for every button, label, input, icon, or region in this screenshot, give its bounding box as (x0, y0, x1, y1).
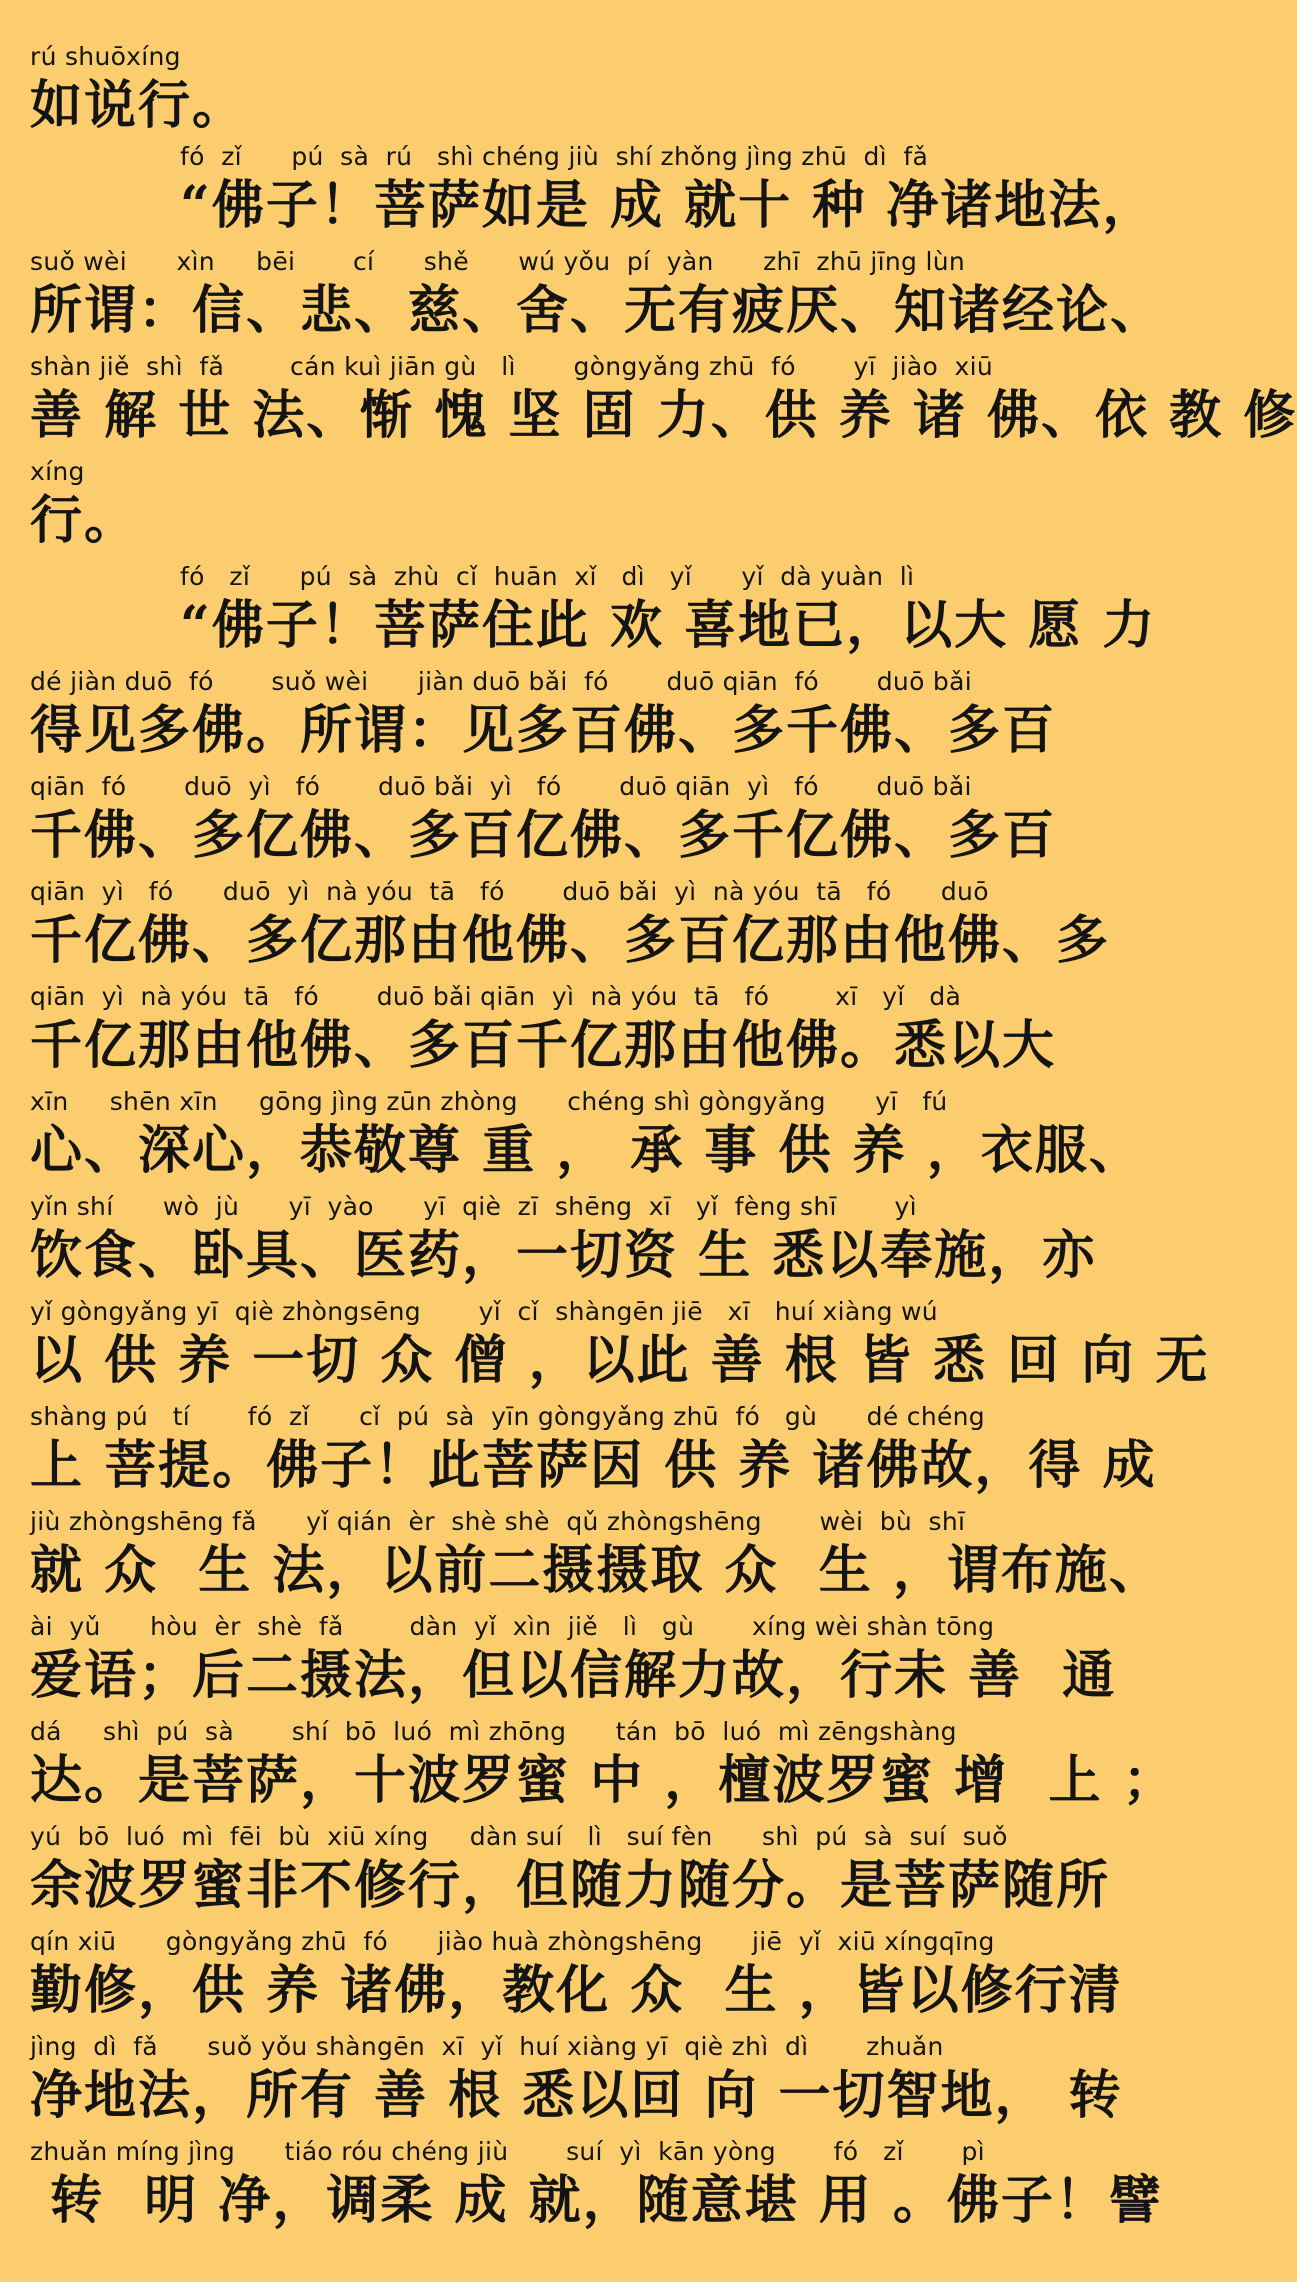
text-line (30, 245, 1165, 350)
text-line (30, 1820, 1111, 1925)
chinese-text: 饮食、卧具、医药，一切资 生 悉以奉施，亦 (30, 1225, 1097, 1286)
text-line (30, 140, 1157, 245)
chinese-text: 千亿佛、多亿那由他佛、多百亿那由他佛、多 (30, 910, 1111, 971)
chinese-text: 善 解 世 法、惭 愧 坚 固 力、供 养 诸 佛、依 教 修 (30, 385, 1297, 446)
chinese-text: 行。 (30, 490, 139, 551)
pinyin-annotation: qiān yì nà yóu tā fó duō bǎi qiān yì nà yóu tā fó xī yǐ dà (30, 982, 962, 1011)
pinyin-annotation: suǒ wèi xìn bēi cí shě wú yǒu pí yàn zhī zhū jīng lùn (30, 247, 965, 276)
chinese-text: 勤修，供 养 诸佛，教化 众 生 ，皆以修行清 (30, 1960, 1123, 2021)
pinyin-annotation: dé jiàn duō fó suǒ wèi jiàn duō bǎi fó duō qiān fó duō bǎi (30, 667, 972, 696)
pinyin-annotation: yǐ gòngyǎng yī qiè zhòngsēng yǐ cǐ shàngēn jiē xī huí xiàng wú (30, 1297, 938, 1326)
text-line (30, 2030, 1123, 2135)
text-line (30, 875, 1111, 980)
chinese-text: 千亿那由他佛、多百千亿那由他佛。悉以大 (30, 1015, 1057, 1076)
pinyin-annotation: fó zǐ pú sà rú shì chéng jiù shí zhǒng jìng zhū dì fǎ (180, 142, 929, 171)
text-line (30, 1715, 1177, 1820)
text-line (30, 1925, 1123, 2030)
chinese-text: 如说行。 (30, 75, 247, 136)
chinese-text: 以 供 养 一切 众 僧 ，以此 善 根 皆 悉 回 向 无 (30, 1330, 1210, 1391)
pinyin-annotation: shàn jiě shì fǎ cán kuì jiān gù lì gòngyǎng zhū fó yī jiào xiū (30, 352, 994, 381)
text-line (30, 770, 1057, 875)
pinyin-annotation: shàng pú tí fó zǐ cǐ pú sà yīn gòngyǎng zhū fó gù dé chéng (30, 1402, 985, 1431)
pinyin-annotation: zhuǎn míng jìng tiáo róu chéng jiù suí yì kān yòng fó zǐ pì (30, 2137, 985, 2166)
chinese-text: 得见多佛。所谓：见多百佛、多千佛、多百 (30, 700, 1057, 761)
text-line (30, 1190, 1097, 1295)
text-line (30, 1400, 1157, 1505)
text-line (30, 350, 1297, 455)
chinese-text: “佛子！菩萨住此 欢 喜地已，以大 愿 力 (180, 595, 1157, 656)
chinese-text: 转 明 净，调柔 成 就，随意堪 用 。佛子！譬 (30, 2170, 1163, 2231)
chinese-text: 就 众 生 法，以前二摄摄取 众 生 ，谓布施、 (30, 1540, 1163, 1601)
pinyin-annotation: yǐn shí wò jù yī yào yī qiè zī shēng xī yǐ fèng shī yì (30, 1192, 917, 1221)
text-line (30, 665, 1057, 770)
pinyin-annotation: rú shuōxíng (30, 42, 181, 71)
chinese-text: 心、深心，恭敬尊 重 ， 承 事 供 养 ，衣服、 (30, 1120, 1143, 1181)
text-line (30, 1085, 1143, 1190)
pinyin-annotation: ài yǔ hòu èr shè fǎ dàn yǐ xìn jiě lì gù xíng wèi shàn tōng (30, 1612, 995, 1641)
text-line (30, 1610, 1117, 1715)
pinyin-annotation: jiù zhòngshēng fǎ yǐ qián èr shè shè qǔ zhòngshēng wèi bù shī (30, 1507, 966, 1536)
chinese-text: 余波罗蜜非不修行，但随力随分。是菩萨随所 (30, 1855, 1111, 1916)
chinese-text: 上 菩提。佛子！此菩萨因 供 养 诸佛故，得 成 (30, 1435, 1157, 1496)
chinese-text: 所谓：信、悲、慈、舍、无有疲厌、知诸经论、 (30, 280, 1165, 341)
chinese-text: 达。是菩萨，十波罗蜜 中 ，檀波罗蜜 增 上 ； (30, 1750, 1177, 1811)
text-line (30, 560, 1157, 665)
pinyin-annotation: xīn shēn xīn gōng jìng zūn zhòng chéng shì gòngyǎng yī fú (30, 1087, 948, 1116)
text-line (30, 455, 1050, 560)
pinyin-annotation: qín xiū gòngyǎng zhū fó jiào huà zhòngshēng jiē yǐ xiū xíngqīng (30, 1927, 995, 1956)
text-line (30, 1505, 1163, 1610)
chinese-text: 爱语；后二摄法，但以信解力故，行未 善 通 (30, 1645, 1117, 1706)
pinyin-annotation: yú bō luó mì fēi bù xiū xíng dàn suí lì suí fèn shì pú sà suí suǒ (30, 1822, 1008, 1851)
text-line (30, 980, 1057, 1085)
pinyin-annotation: qiān yì fó duō yì nà yóu tā fó duō bǎi yì nà yóu tā fó duō (30, 877, 989, 906)
chinese-text: “佛子！菩萨如是 成 就十 种 净诸地法， (180, 175, 1157, 236)
pinyin-annotation: xíng (30, 457, 85, 486)
pinyin-annotation: jìng dì fǎ suǒ yǒu shàngēn xī yǐ huí xiàng yī qiè zhì dì zhuǎn (30, 2032, 944, 2061)
pinyin-annotation: qiān fó duō yì fó duō bǎi yì fó duō qiān yì fó duō bǎi (30, 772, 972, 801)
text-line (30, 1295, 1210, 1400)
text-line (30, 40, 1050, 140)
pinyin-annotation: dá shì pú sà shí bō luó mì zhōng tán bō luó mì zēngshàng (30, 1717, 957, 1746)
text-line (30, 2135, 1163, 2240)
chinese-text: 千佛、多亿佛、多百亿佛、多千亿佛、多百 (30, 805, 1057, 866)
chinese-text: 净地法，所有 善 根 悉以回 向 一切智地， 转 (30, 2065, 1123, 2126)
pinyin-annotation: fó zǐ pú sà zhù cǐ huān xǐ dì yǐ yǐ dà yuàn lì (180, 562, 915, 591)
